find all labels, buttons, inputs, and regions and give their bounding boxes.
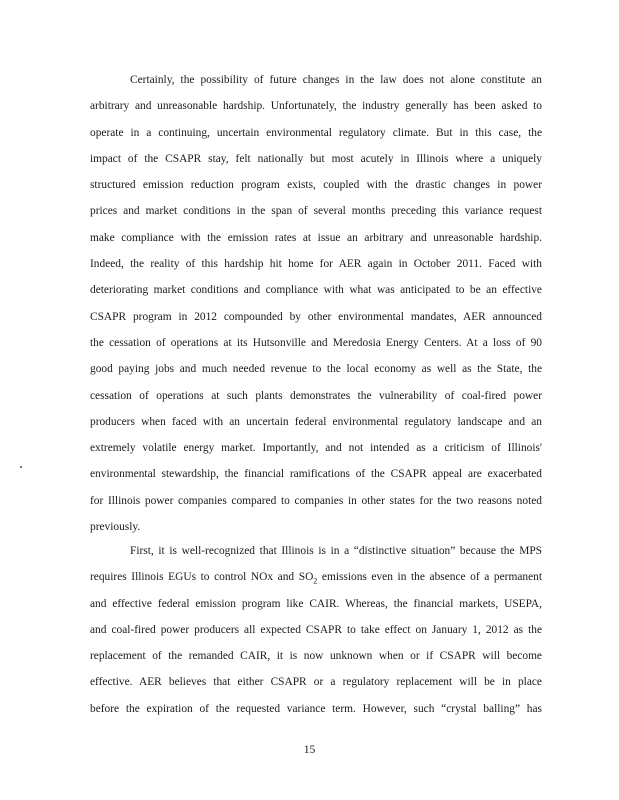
text-line: and coal-fired power producers all expected CSAPR to take effect on January 1, 2012 as the	[90, 623, 542, 636]
text-line: First, it is well-recognized that Illinois is in a “distinctive situation” because the MPS	[130, 545, 542, 557]
scan-speck	[20, 466, 22, 468]
text-line: make compliance with the emission rates at issue an arbitrary and unreasonable hardship.	[90, 231, 542, 244]
text-line: for Illinois power companies compared to companies in other states for the two reasons noted	[90, 494, 542, 507]
text-line: environmental stewardship, the financial ramifications of the CSAPR appeal are exacerbated	[90, 468, 542, 481]
text-line: Certainly, the possibility of future changes in the law does not alone constitute an	[130, 74, 542, 86]
text-line: replacement of the remanded CAIR, it is now unknown when or if CSAPR will become	[90, 650, 542, 663]
text-line: extremely volatile energy market. Importantly, and not intended as a criticism of Illinois'	[90, 442, 542, 455]
text-line-with-subscript	[90, 564, 542, 590]
subscript: 2	[313, 576, 318, 586]
text-line: and effective federal emission program like CAIR. Whereas, the financial markets, USEPA,	[90, 597, 542, 610]
paragraph-1	[90, 67, 542, 540]
text-line: the cessation of operations at its Hutsonville and Meredosia Energy Centers. At a loss of 90	[90, 336, 542, 349]
text-line: before the expiration of the requested variance term. However, such “crystal balling” has	[90, 702, 542, 715]
text-line: structured emission reduction program exists, coupled with the drastic changes in power	[90, 179, 542, 192]
text-line: producers when faced with an uncertain federal environmental regulatory landscape and an	[90, 415, 542, 428]
text-line: deteriorating market conditions and compliance with what was anticipated to be an effective	[90, 284, 542, 297]
text-line: previously.	[90, 521, 141, 534]
text-line: impact of the CSAPR stay, felt nationally but most acutely in Illinois where a uniquely	[90, 152, 542, 165]
text-line: operate in a continuing, uncertain environmental regulatory climate. But in this case, the	[90, 126, 542, 139]
text-line: cessation of operations at such plants demonstrates the vulnerability of coal-fired power	[90, 389, 542, 402]
text-segment: requires Illinois EGUs to control NOx and SO	[90, 571, 314, 584]
page-number: 15	[303, 744, 316, 756]
text-line: Indeed, the reality of this hardship hit home for AER again in October 2011. Faced with	[90, 258, 542, 271]
text-segment: emissions even in the absence of a permanent	[317, 571, 542, 584]
text-line: effective. AER believes that either CSAPR or a regulatory replacement will be in place	[90, 676, 542, 689]
text-line: CSAPR program in 2012 compounded by other environmental mandates, AER announced	[90, 310, 542, 323]
paragraph-2	[90, 538, 542, 722]
text-line: arbitrary and unreasonable hardship. Unfortunately, the industry generally has been asked to	[90, 100, 542, 113]
text-line: good paying jobs and much needed revenue to the local economy as well as the State, the	[90, 363, 542, 376]
text-line: prices and market conditions in the span of several months preceding this variance request	[90, 205, 542, 218]
